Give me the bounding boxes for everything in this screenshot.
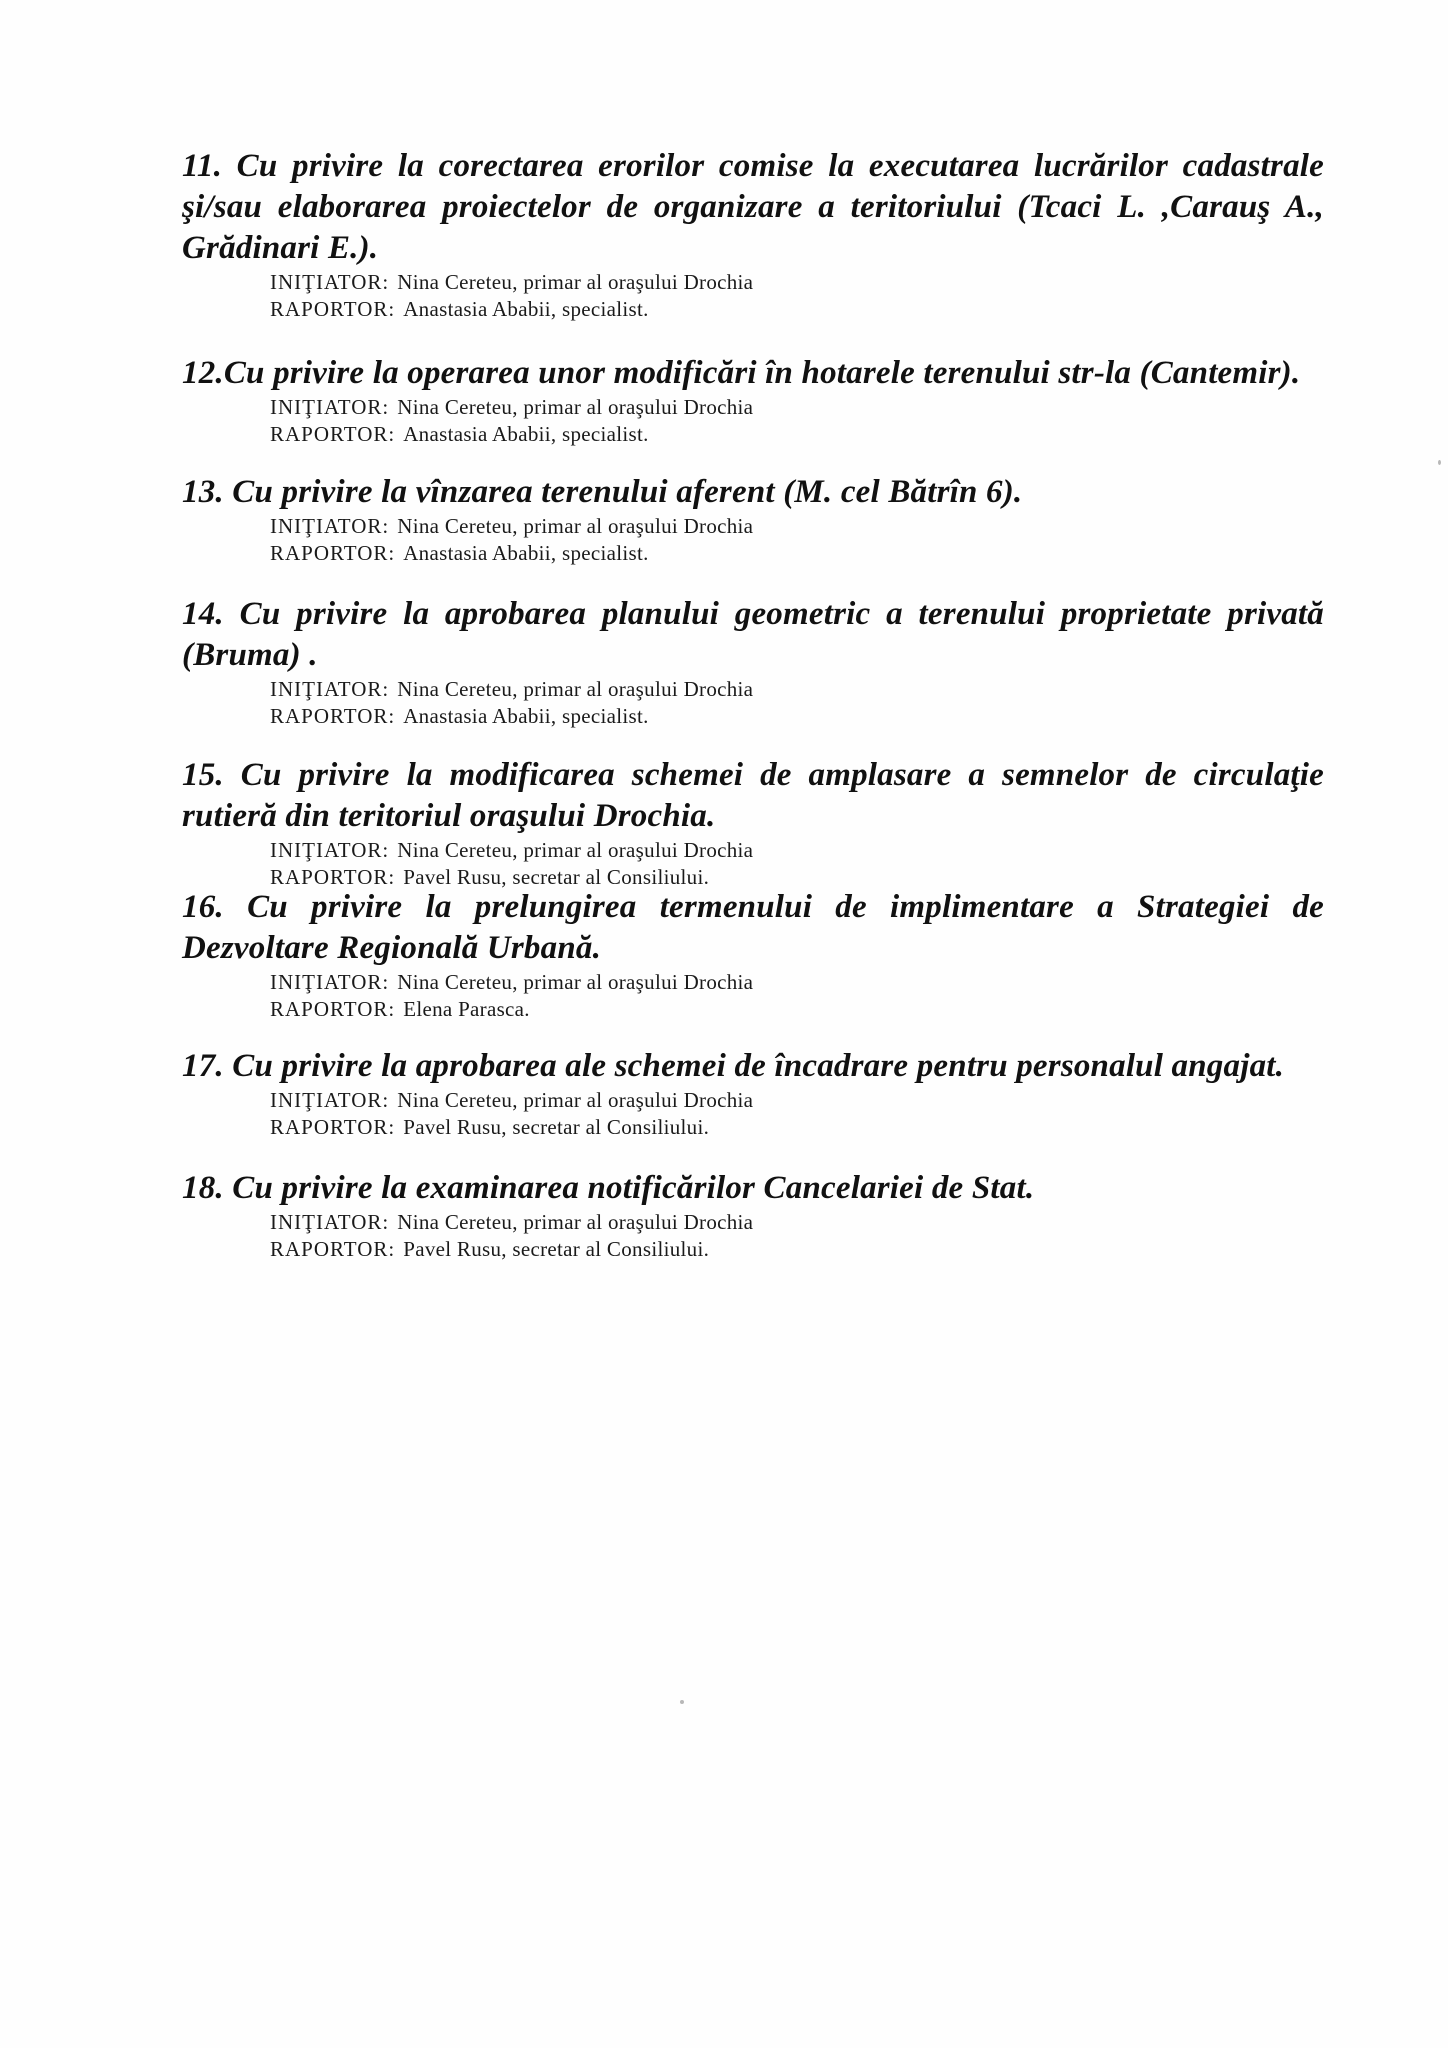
raportor-value: Anastasia Ababii, specialist. xyxy=(403,541,649,565)
initiator-value: Nina Cereteu, primar al oraşului Drochia xyxy=(397,838,754,862)
raportor-value: Elena Parasca. xyxy=(403,997,530,1021)
raportor-value: Pavel Rusu, secretar al Consiliului. xyxy=(403,1237,710,1261)
raportor-label: RAPORTOR: xyxy=(270,297,396,321)
agenda-item-title: 12.Cu privire la operarea unor modificări în hotarele terenului str-la (Cantemir). xyxy=(182,355,1301,391)
scan-speck xyxy=(1438,460,1441,465)
agenda-item-title: 16. Cu privire la prelungirea termenului de implimentare a Strategiei de Dezvoltare Regională Urbană. xyxy=(182,889,1324,966)
initiator-label: INIŢIATOR: xyxy=(270,1210,390,1234)
raportor-value: Pavel Rusu, secretar al Consiliului. xyxy=(403,865,710,889)
agenda-item-14 xyxy=(182,594,1324,730)
agenda-item-title: 14. Cu privire la aprobarea planului geometric a terenului proprietate privată (Bruma) . xyxy=(182,596,1324,673)
initiator-label: INIŢIATOR: xyxy=(270,395,390,419)
initiator-value: Nina Cereteu, primar al oraşului Drochia xyxy=(397,1088,754,1112)
raportor-line xyxy=(182,1236,1324,1263)
initiator-value: Nina Cereteu, primar al oraşului Drochia xyxy=(397,1210,754,1234)
agenda-item-15 xyxy=(182,755,1324,891)
initiator-line xyxy=(182,676,1324,703)
scan-speck xyxy=(680,1700,684,1704)
initiator-label: INIŢIATOR: xyxy=(270,1088,390,1112)
initiator-line xyxy=(182,1209,1324,1236)
initiator-value: Nina Cereteu, primar al oraşului Drochia xyxy=(397,514,754,538)
initiator-value: Nina Cereteu, primar al oraşului Drochia xyxy=(397,270,754,294)
agenda-item-13 xyxy=(182,472,1324,567)
raportor-label: RAPORTOR: xyxy=(270,422,396,446)
raportor-value: Anastasia Ababii, specialist. xyxy=(403,704,649,728)
agenda-item-title: 18. Cu privire la examinarea notificărilor Cancelariei de Stat. xyxy=(182,1170,1035,1206)
initiator-value: Nina Cereteu, primar al oraşului Drochia xyxy=(397,970,754,994)
agenda-item-17 xyxy=(182,1046,1324,1141)
initiator-label: INIŢIATOR: xyxy=(270,514,390,538)
raportor-line xyxy=(182,540,1324,567)
raportor-label: RAPORTOR: xyxy=(270,704,396,728)
agenda-item-18 xyxy=(182,1168,1324,1263)
initiator-value: Nina Cereteu, primar al oraşului Drochia xyxy=(397,677,754,701)
raportor-label: RAPORTOR: xyxy=(270,1237,396,1261)
raportor-value: Pavel Rusu, secretar al Consiliului. xyxy=(403,1115,710,1139)
raportor-value: Anastasia Ababii, specialist. xyxy=(403,422,649,446)
raportor-label: RAPORTOR: xyxy=(270,997,396,1021)
agenda-item-title: 11. Cu privire la corectarea erorilor comise la executarea lucrărilor cadastrale şi/sau elaborarea proiectelor de organizare a teritoriului (Tcaci L. ,Carauş A., Grădinari E.). xyxy=(182,148,1324,266)
initiator-line xyxy=(182,394,1324,421)
raportor-line xyxy=(182,703,1324,730)
agenda-item-12 xyxy=(182,353,1324,448)
raportor-line xyxy=(182,996,1324,1023)
initiator-line xyxy=(182,1087,1324,1114)
initiator-label: INIŢIATOR: xyxy=(270,677,390,701)
raportor-label: RAPORTOR: xyxy=(270,1115,396,1139)
initiator-line xyxy=(182,837,1324,864)
agenda-item-title: 17. Cu privire la aprobarea ale schemei de încadrare pentru personalul angajat. xyxy=(182,1048,1285,1084)
agenda-item-11 xyxy=(182,146,1324,323)
initiator-line xyxy=(182,513,1324,540)
initiator-label: INIŢIATOR: xyxy=(270,970,390,994)
initiator-line xyxy=(182,969,1324,996)
initiator-label: INIŢIATOR: xyxy=(270,270,390,294)
raportor-line xyxy=(182,421,1324,448)
raportor-line xyxy=(182,296,1324,323)
raportor-value: Anastasia Ababii, specialist. xyxy=(403,297,649,321)
agenda-item-16 xyxy=(182,887,1324,1023)
raportor-label: RAPORTOR: xyxy=(270,865,396,889)
agenda-item-title: 13. Cu privire la vînzarea terenului aferent (M. cel Bătrîn 6). xyxy=(182,474,1023,510)
raportor-line xyxy=(182,1114,1324,1141)
agenda-item-title: 15. Cu privire la modificarea schemei de amplasare a semnelor de circulaţie rutieră din teritoriul oraşului Drochia. xyxy=(182,757,1324,834)
raportor-label: RAPORTOR: xyxy=(270,541,396,565)
initiator-value: Nina Cereteu, primar al oraşului Drochia xyxy=(397,395,754,419)
initiator-label: INIŢIATOR: xyxy=(270,838,390,862)
initiator-line xyxy=(182,269,1324,296)
